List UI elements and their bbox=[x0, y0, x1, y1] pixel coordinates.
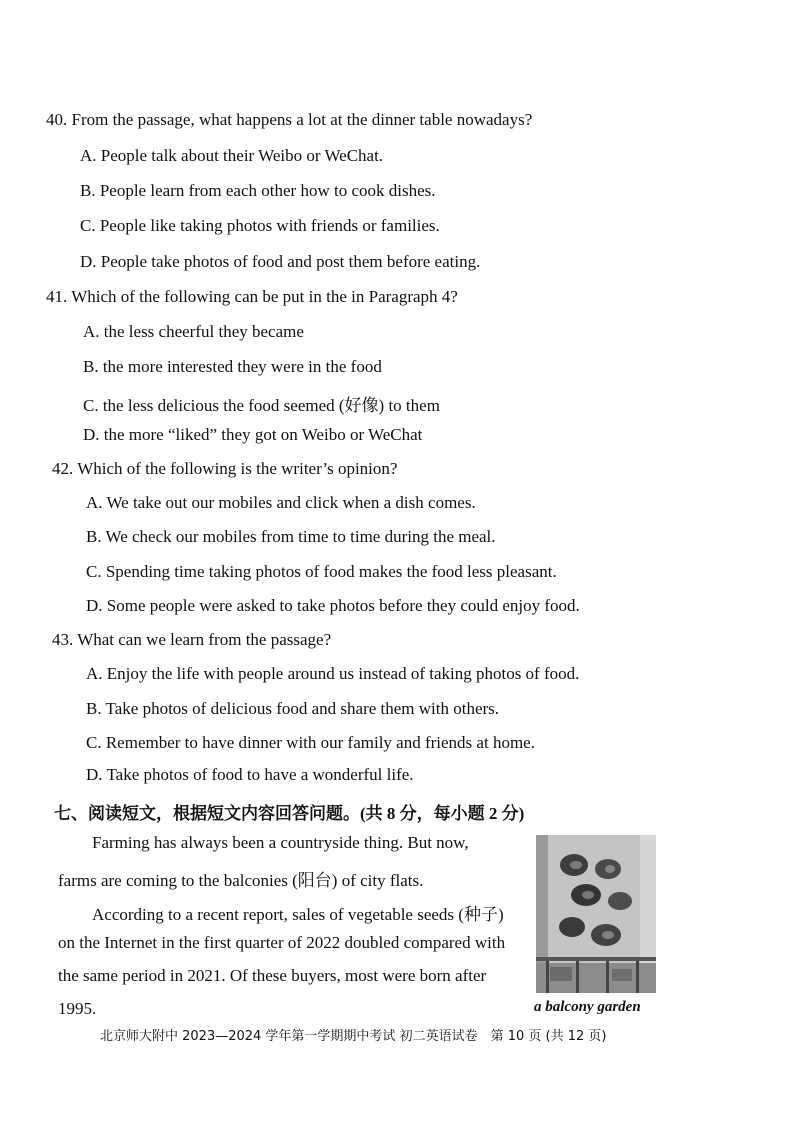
answer-option: B. People learn from each other how to cook dishes. bbox=[80, 181, 436, 200]
passage-line: Farming has always been a countryside thing. But now, bbox=[92, 833, 469, 852]
answer-option: D. the more “liked” they got on Weibo or WeChat bbox=[83, 425, 423, 444]
answer-option: C. the less delicious the food seemed (好像) to them bbox=[83, 396, 440, 415]
answer-option: C. Spending time taking photos of food makes the food less pleasant. bbox=[86, 562, 557, 581]
answer-option: D. Some people were asked to take photos before they could enjoy food. bbox=[86, 596, 580, 615]
answer-option: B. We check our mobiles from time to time during the meal. bbox=[86, 527, 496, 546]
page-footer: 北京师大附中 2023—2024 学年第一学期期中考试 初二英语试卷 第 10 页 (共 12 页) bbox=[100, 1029, 607, 1044]
answer-option: D. People take photos of food and post them before eating. bbox=[80, 252, 481, 271]
passage-line: According to a recent report, sales of vegetable seeds (种子) bbox=[92, 905, 504, 924]
answer-option: B. the more interested they were in the food bbox=[83, 357, 382, 376]
question-stem: 43. What can we learn from the passage? bbox=[52, 630, 332, 649]
question-stem: 41. Which of the following can be put in the in Paragraph 4? bbox=[46, 287, 458, 306]
passage-line: 1995. bbox=[58, 999, 97, 1018]
section-heading: 七、阅读短文，根据短文内容回答问题。(共 8 分，每小题 2 分) bbox=[54, 804, 525, 823]
answer-option: B. Take photos of delicious food and share them with others. bbox=[86, 699, 500, 718]
passage-line: on the Internet in the first quarter of 2022 doubled compared with bbox=[58, 933, 506, 952]
answer-option: A. We take out our mobiles and click when a dish comes. bbox=[86, 493, 476, 512]
balcony-garden-photo bbox=[536, 835, 656, 993]
passage-line: farms are coming to the balconies (阳台) of city flats. bbox=[58, 871, 424, 890]
photo-caption: a balcony garden bbox=[534, 999, 641, 1015]
answer-option: D. Take photos of food to have a wonderful life. bbox=[86, 765, 414, 784]
passage-line: the same period in 2021. Of these buyers, most were born after bbox=[58, 966, 487, 985]
answer-option: A. People talk about their Weibo or WeChat. bbox=[80, 146, 384, 165]
answer-option: A. Enjoy the life with people around us instead of taking photos of food. bbox=[86, 664, 580, 683]
question-stem: 40. From the passage, what happens a lot at the dinner table nowadays? bbox=[46, 110, 533, 129]
answer-option: C. People like taking photos with friends or families. bbox=[80, 216, 440, 235]
answer-option: C. Remember to have dinner with our family and friends at home. bbox=[86, 733, 535, 752]
answer-option: A. the less cheerful they became bbox=[83, 322, 304, 341]
question-stem: 42. Which of the following is the writer’s opinion? bbox=[52, 459, 398, 478]
